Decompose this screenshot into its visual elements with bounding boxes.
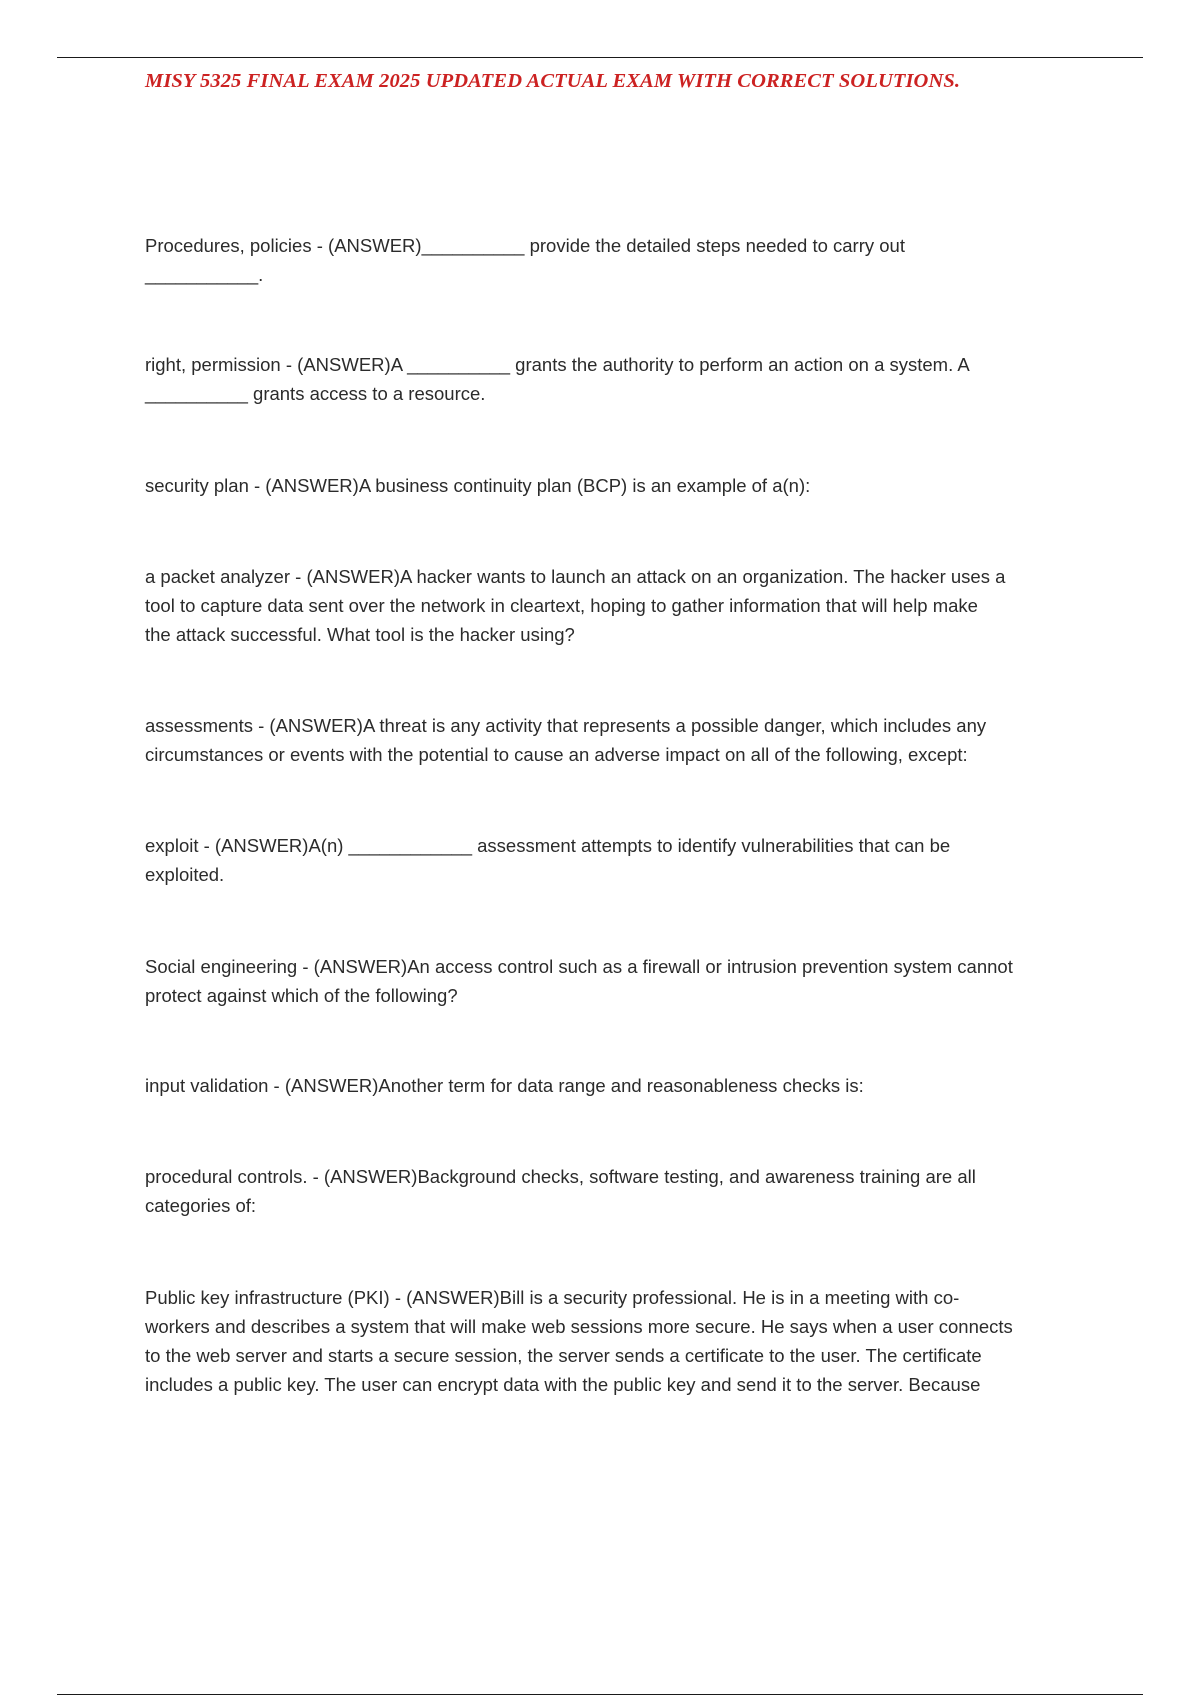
qa-item xyxy=(145,711,1095,769)
answer-marker: - (ANSWER) xyxy=(252,715,363,736)
qa-item xyxy=(145,562,1095,649)
answer-text: a packet analyzer xyxy=(145,566,291,587)
question-line: Bill is a security professional. He is in a meeting with co- xyxy=(499,1287,960,1308)
header-rule xyxy=(57,57,1143,58)
footer-rule xyxy=(57,1694,1143,1695)
answer-text: assessments xyxy=(145,715,253,736)
document-title: MISY 5325 FINAL EXAM 2025 UPDATED ACTUAL EXAM WITH CORRECT SOLUTIONS. xyxy=(145,70,961,92)
answer-text: right, permission xyxy=(145,354,281,375)
answer-marker: - (ANSWER) xyxy=(290,566,400,587)
question-line: exploited. xyxy=(145,864,225,885)
answer-text: exploit xyxy=(145,835,199,856)
qa-item xyxy=(145,831,1095,889)
answer-marker: - (ANSWER) xyxy=(198,835,309,856)
question-line: includes a public key. The user can encrypt data with the public key and send it to the server. Because xyxy=(145,1374,981,1395)
question-line: __________ provide the detailed steps needed to carry out xyxy=(421,235,905,256)
question-line: tool to capture data sent over the network in cleartext, hoping to gather information that will help make xyxy=(145,595,978,616)
question-line: An access control such as a firewall or intrusion prevention system cannot xyxy=(407,956,1013,977)
answer-marker: - (ANSWER) xyxy=(248,475,359,496)
answer-text: Social engineering xyxy=(145,956,298,977)
answer-text: procedural controls. xyxy=(145,1166,308,1187)
question-line: Background checks, software testing, and awareness training are all xyxy=(417,1166,976,1187)
answer-marker: - (ANSWER) xyxy=(307,1166,418,1187)
answer-marker: - (ANSWER) xyxy=(268,1075,379,1096)
question-line: workers and describes a system that will make web sessions more secure. He says when a user connects xyxy=(145,1316,1013,1337)
qa-item xyxy=(145,1283,1095,1399)
answer-marker: - (ANSWER) xyxy=(311,235,422,256)
answer-text: Procedures, policies xyxy=(145,235,312,256)
question-line: A threat is any activity that represents a possible danger, which includes any xyxy=(362,715,987,736)
question-line: to the web server and starts a secure session, the server sends a certificate to the user. The certificate xyxy=(145,1345,982,1366)
question-line: protect against which of the following? xyxy=(145,985,458,1006)
qa-item xyxy=(145,471,1095,500)
qa-item xyxy=(145,350,1095,408)
question-line: the attack successful. What tool is the hacker using? xyxy=(145,624,575,645)
answer-marker: - (ANSWER) xyxy=(389,1287,500,1308)
qa-item xyxy=(145,1071,1095,1100)
question-line: A(n) ____________ assessment attempts to identify vulnerabilities that can be xyxy=(308,835,951,856)
question-line: A business continuity plan (BCP) is an example of a(n): xyxy=(358,475,811,496)
question-line: A __________ grants the authority to perform an action on a system. A xyxy=(390,354,970,375)
qa-item xyxy=(145,1162,1095,1220)
qa-item xyxy=(145,952,1095,1010)
qa-item xyxy=(145,231,1095,289)
answer-marker: - (ANSWER) xyxy=(280,354,391,375)
question-line: categories of: xyxy=(145,1195,257,1216)
answer-text: Public key infrastructure (PKI) xyxy=(145,1287,390,1308)
question-line: A hacker wants to launch an attack on an organization. The hacker uses a xyxy=(399,566,1006,587)
answer-marker: - (ANSWER) xyxy=(297,956,408,977)
question-line: __________ grants access to a resource. xyxy=(145,383,486,404)
answer-text: security plan xyxy=(145,475,249,496)
answer-text: input validation xyxy=(145,1075,269,1096)
question-line: circumstances or events with the potential to cause an adverse impact on all of the following, except: xyxy=(145,744,968,765)
question-line: ___________. xyxy=(145,264,264,285)
question-line: Another term for data range and reasonableness checks is: xyxy=(378,1075,864,1096)
